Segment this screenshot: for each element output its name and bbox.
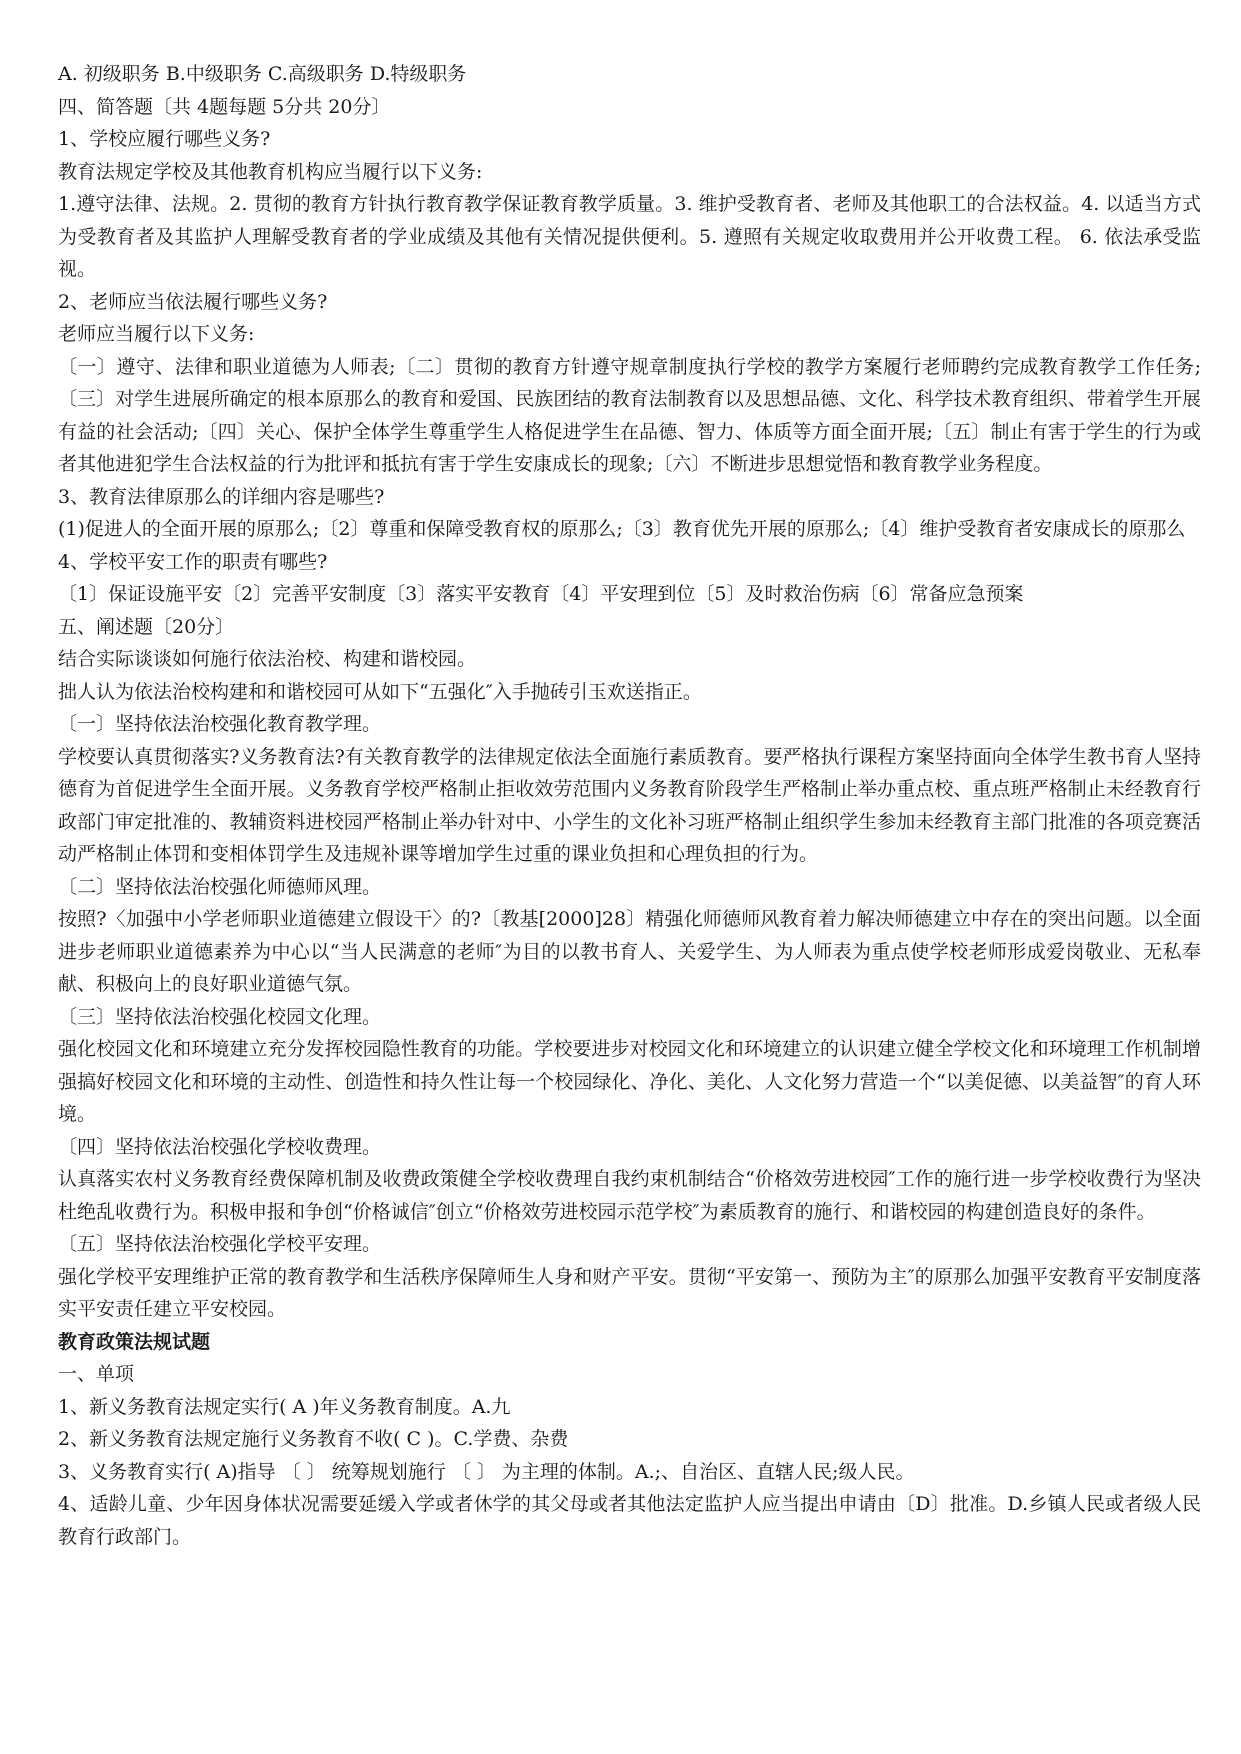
essay-paragraph-2: 按照?〈加强中小学老师职业道德建立假设干〉的?〔教基[2000]28〕精强化师德师风教育着力解决师德建立中存在的突出问题。以全面进步老师职业道德素养为中心以“当人民满意的老师″为目的以教书育人、关爱学生、为人师表为重点使学校老师形成爱岗敬业、无私奉献、积极向上的良好职业道德气氛。 (58, 908, 1201, 995)
essay-subheading-2: 〔二〕坚持依法治校强化师德师风理。 (58, 875, 382, 898)
essay-subheading-5: 〔五〕坚持依法治校强化学校平安理。 (58, 1233, 382, 1255)
question-1: 1、学校应履行哪些义务? (58, 128, 271, 150)
question-3: 3、教育法律原那么的详细内容是哪些? (58, 485, 385, 508)
answer-line: 老师应当履行以下义务: (58, 323, 255, 345)
essay-subheading-1: 〔一〕坚持依法治校强化教育教学理。 (58, 713, 382, 735)
essay-paragraph-4: 认真落实农村义务教育经费保障机制及收费政策健全学校收费理自我约束机制结合“价格效劳进校园″工作的施行进一步学校收费行为坚决杜绝乱收费行为。积极申报和争创“价格诚信″创立“价格效劳进校园示范学校″为素质教育的施行、和谐校园的构建创造良好的条件。 (58, 1168, 1201, 1223)
mc-question-3: 3、义务教育实行( A)指导 〔 〕 统筹规划施行 〔 〕 为主理的体制。A.;、自治区、直辖人民;级人民。 (58, 1460, 915, 1483)
mc-question-2: 2、新义务教育法规定施行义务教育不收( C )。C.学费、杂费 (58, 1428, 569, 1450)
section-heading-5: 五、阐述题〔20分〕 (58, 615, 235, 638)
answer-line: 〔1〕保证设施平安〔2〕完善平安制度〔3〕落实平安教育〔4〕平安理到位〔5〕及时救治伤病〔6〕常备应急预案 (58, 583, 1024, 605)
essay-paragraph-3: 强化校园文化和环境建立充分发挥校园隐性教育的功能。学校要进步对校园文化和环境建立的认识建立健全学校文化和环境理工作机制增强搞好校园文化和环境的主动性、创造性和持久性让每一个校园绿化、净化、美化、人文化努力营造一个“以美促德、以美益智″的育人环境。 (58, 1038, 1201, 1125)
section-heading-4: 四、简答题〔共 4题每题 5分共 20分〕 (58, 95, 391, 118)
essay-subheading-3: 〔三〕坚持依法治校强化校园文化理。 (58, 1005, 382, 1028)
essay-subheading-4: 〔四〕坚持依法治校强化学校收费理。 (58, 1135, 382, 1158)
question-2: 2、老师应当依法履行哪些义务? (58, 290, 328, 313)
mc-question-1: 1、新义务教育法规定实行( A )年义务教育制度。A.九 (58, 1395, 511, 1418)
essay-paragraph-5: 强化学校平安理维护正常的教育教学和生活秩序保障师生人身和财产平安。贯彻“平安第一、预防为主″的原那么加强平安教育平安制度落实平安责任建立平安校园。 (58, 1265, 1201, 1320)
section-heading-1: 一、单项 (58, 1363, 135, 1385)
answer-paragraph: (1)促进人的全面开展的原那么;〔2〕尊重和保障受教育权的原那么;〔3〕教育优先开展的原那么;〔4〕维护受教育者安康成长的原那么 (58, 518, 1186, 540)
mc-question-4: 4、适龄儿童、少年因身体状况需要延缓入学或者休学的其父母或者其他法定监护人应当提出申请由〔D〕批准。D.乡镇人民或者级人民教育行政部门。 (58, 1493, 1201, 1548)
answer-line: 教育法规定学校及其他教育机构应当履行以下义务: (58, 160, 483, 183)
document-title: 教育政策法规试题 (58, 1330, 211, 1353)
essay-paragraph-1: 学校要认真贯彻落实?义务教育法?有关教育教学的法律规定依法全面施行素质教育。要严格执行课程方案坚持面向全体学生教书育人坚持德育为首促进学生全面开展。义务教育学校严格制止拒收效劳范围内义务教育阶段学生严格制止举办重点校、重点班严格制止未经教育行政部门审定批准的、教辅资料进校园严格制止举办针对中、小学生的文化补习班严格制止组织学生参加未经教育主部门批准的各项竞赛活动严格制止体罚和变相体罚学生及违规补课等增加学生过重的课业负担和心理负担的行为。 (58, 745, 1201, 865)
answer-paragraph: 〔一〕遵守、法律和职业道德为人师表;〔二〕贯彻的教育方针遵守规章制度执行学校的教学方案履行老师聘约完成教育教学工作任务;〔三〕对学生进展所确定的根本原那么的教育和爱国、民族团结的教育法制教育以及思想品德、文化、科学技术教育组织、带着学生开展有益的社会活动;〔四〕关心、保护全体学生尊重学生人格促进学生在品德、智力、体质等方面全面开展;〔五〕制止有害于学生的行为或者其他进犯学生合法权益的行为批评和抵抗有害于学生安康成长的现象;〔六〕不断进步思想觉悟和教育教学业务程度。 (58, 355, 1201, 475)
question-4: 4、学校平安工作的职责有哪些? (58, 550, 328, 573)
answer-paragraph: 1.遵守法律、法规。2. 贯彻的教育方针执行教育教学保证教育教学质量。3. 维护受教育者、老师及其他职工的合法权益。4. 以适当方式为受教育者及其监护人理解受教育者的学业成绩及其他有关情况提供便利。5. 遵照有关规定收取费用并公开收费工程。 6. 依法承受监视。 (58, 193, 1201, 280)
essay-intro: 拙人认为依法治校构建和和谐校园可从如下“五强化″入手抛砖引玉欢送指正。 (58, 680, 702, 703)
text-line: A. 初级职务 B.中级职务 C.高级职务 D.特级职务 (58, 63, 467, 85)
essay-prompt: 结合实际谈谈如何施行依法治校、构建和谐校园。 (58, 648, 477, 670)
